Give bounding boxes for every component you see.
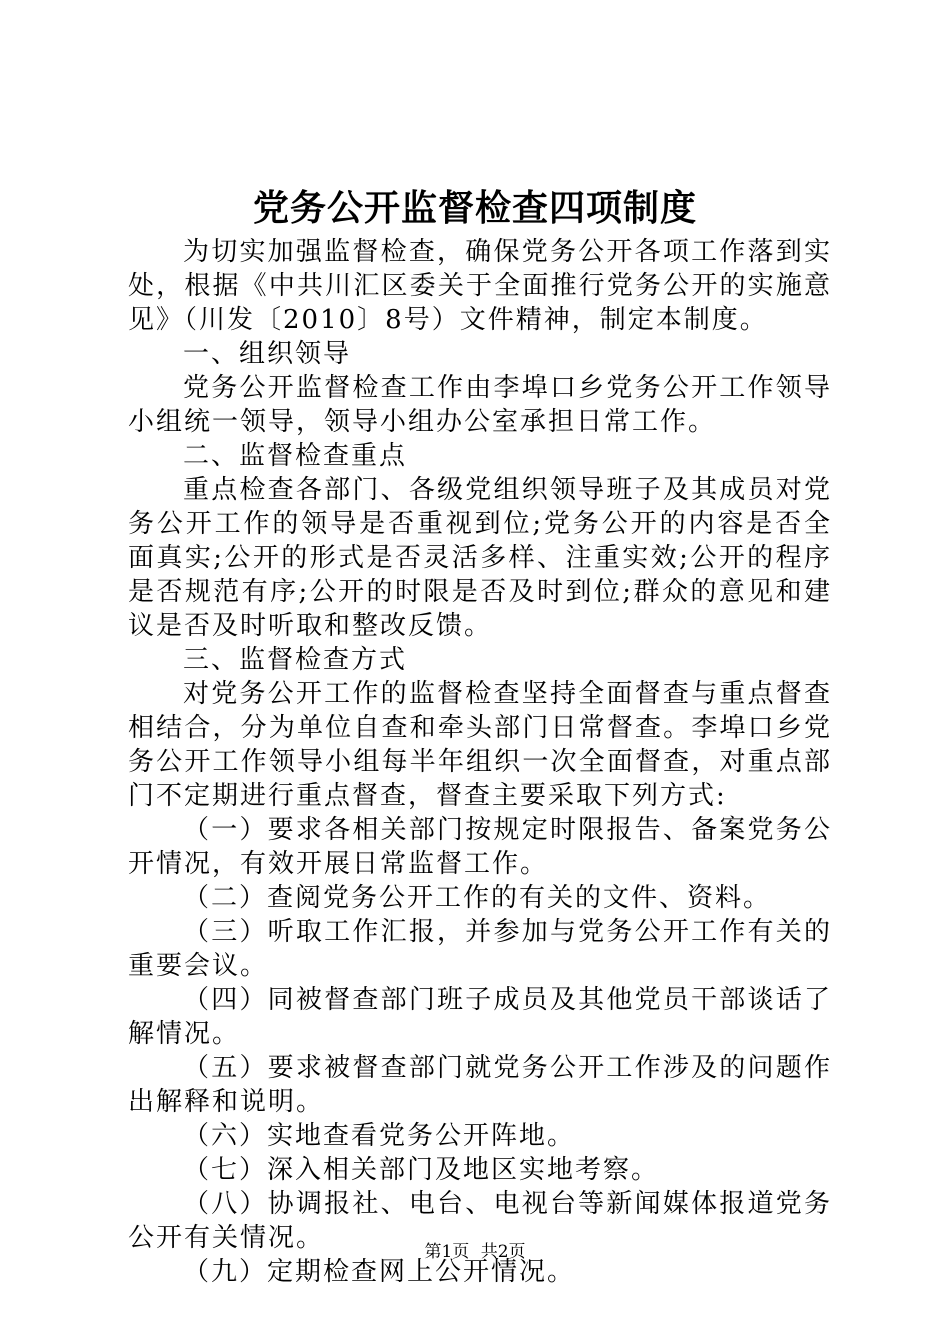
page-total: 共2页	[480, 1242, 526, 1262]
organization-paragraph: 党务公开监督检查工作由李埠口乡党务公开工作领导小组统一领导，领导小组办公室承担日常工作。	[128, 373, 832, 437]
method-item-2: （二）查阅党务公开工作的有关的文件、资料。	[183, 883, 772, 913]
method-item-8: （八）协调报社、电台、电视台等新闻媒体报道党务公开有关情况。	[128, 1189, 832, 1253]
method-item-1: （一）要求各相关部门按规定时限报告、备案党务公开情况，有效开展日常监督工作。	[128, 815, 832, 879]
method-item-5: （五）要求被督查部门就党务公开工作涉及的问题作出解释和说明。	[128, 1053, 832, 1117]
section-heading-organization: 一、组织领导	[183, 339, 352, 369]
focus-paragraph: 重点检查各部门、各级党组织领导班子及其成员对党务公开工作的领导是否重视到位;党务公开的内容是否全面真实;公开的形式是否灵活多样、注重实效;公开的程序是否规范有序;公开的时限是否及时到位;群众的意见和建议是否及时听取和整改反馈。	[128, 475, 832, 641]
method-item-4: （四）同被督查部门班子成员及其他党员干部谈话了解情况。	[128, 985, 832, 1049]
method-item-7: （七）深入相关部门及地区实地考察。	[183, 1155, 660, 1185]
document-body	[128, 235, 832, 1289]
page-footer	[0, 1240, 950, 1264]
section-heading-methods: 三、监督检查方式	[183, 645, 408, 675]
intro-paragraph: 为切实加强监督检查，确保党务公开各项工作落到实处，根据《中共川汇区委关于全面推行党务公开的实施意见》（川发〔2010〕8号）文件精神，制定本制度。	[128, 237, 832, 335]
document-title: 党务公开监督检查四项制度	[252, 187, 697, 229]
methods-paragraph: 对党务公开工作的监督检查坚持全面督查与重点督查相结合，分为单位自查和牵头部门日常督查。李埠口乡党务公开工作领导小组每半年组织一次全面督查，对重点部门不定期进行重点督查，督查主要采取下列方式:	[128, 679, 832, 811]
page-number: 第1页	[424, 1242, 470, 1262]
method-item-9: （九）定期检查网上公开情况。	[183, 1257, 576, 1287]
section-heading-focus: 二、监督检查重点	[183, 441, 408, 471]
method-item-3: （三）听取工作汇报，并参加与党务公开工作有关的重要会议。	[128, 917, 832, 981]
method-item-6: （六）实地查看党务公开阵地。	[183, 1121, 576, 1151]
